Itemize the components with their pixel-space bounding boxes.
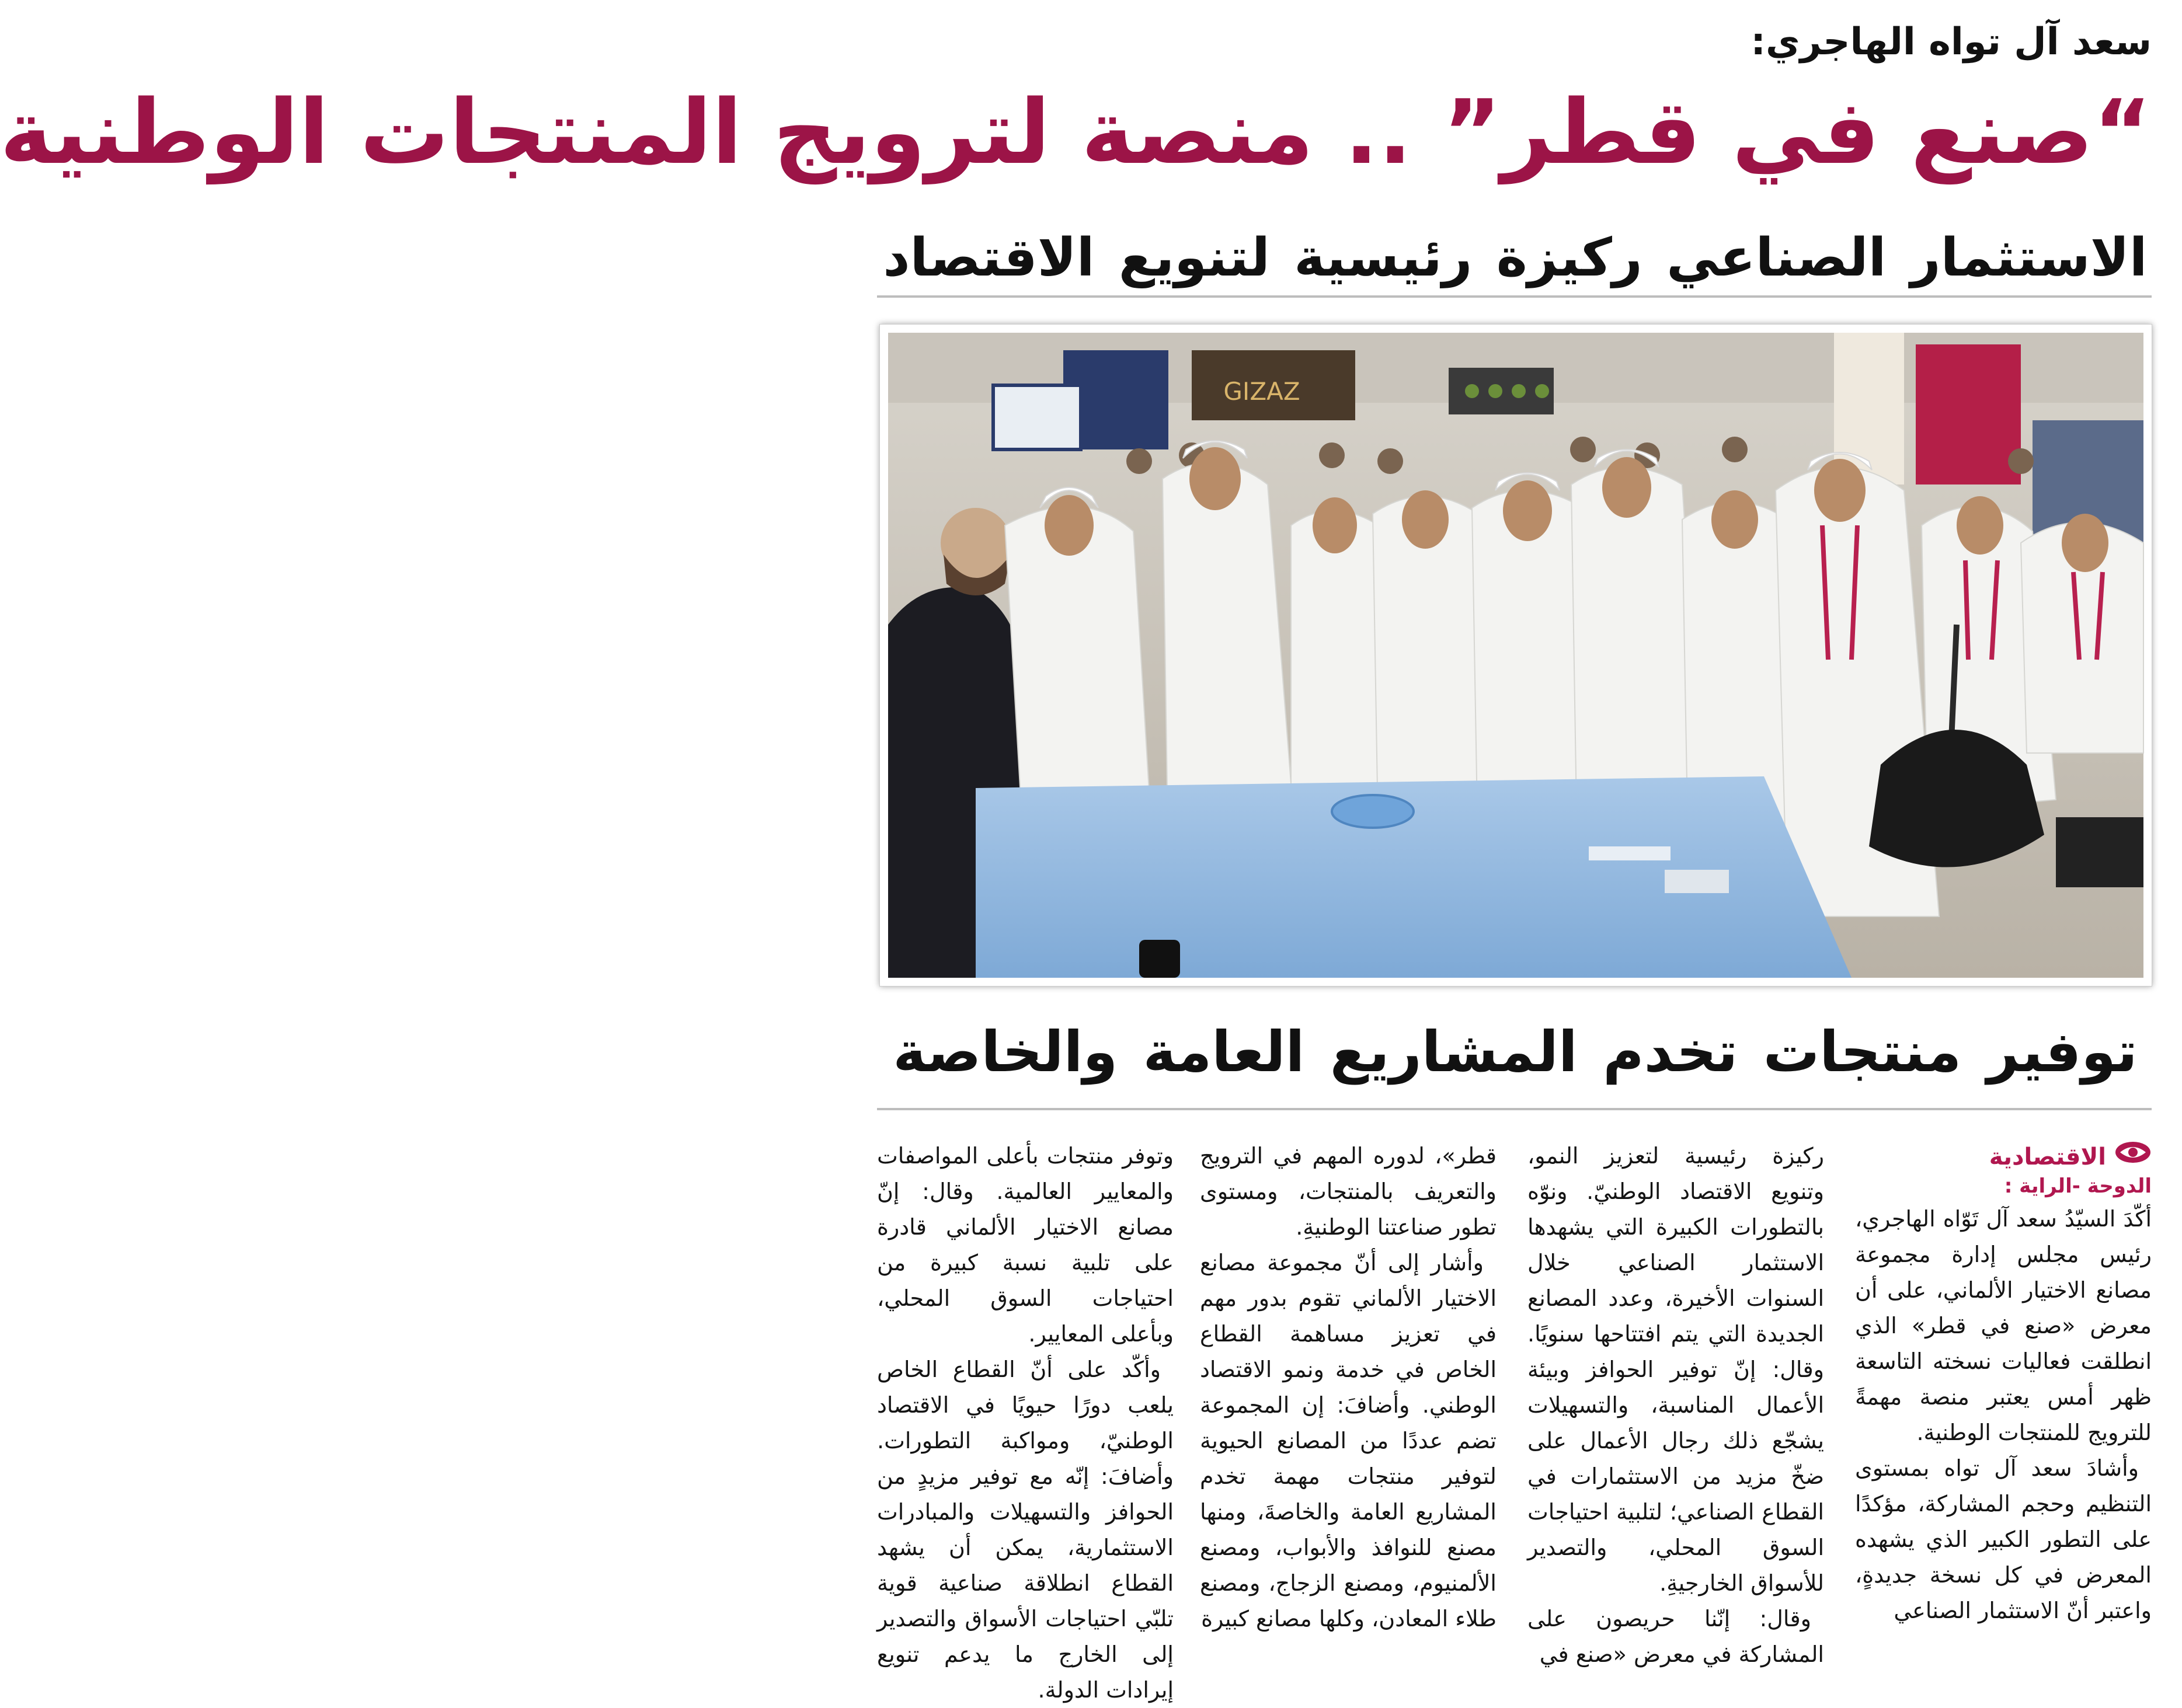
paragraph: وأشار إلى أنّ مجموعة مصانع الاختيار الألماني تقوم بدور مهم في تعزيز مساهمة القطاع الخاص في خدمة ونمو الاقتصاد الوطني. وأضافَ: إن المجموعة تضم عددًا من المصانع الحيوية لتوفير منتجات مهمة تخدم المشاريع العامة والخاصةَ، ومنها مصنع للنوافذ والأبواب، ومصنع الألمنيوم، ومصنع الزجاج، ومصنع طلاء المعادن، وكلها مصانع كبيرة <box>1200 1250 1497 1632</box>
section-label: الاقتصادية <box>1989 1144 2106 1170</box>
paragraph: أكّدَ السيّدُ سعد آل تَوّاه الهاجري، رئيس مجلس إدارة مجموعة مصانع الاختيار الألماني، على أن معرض «صنع في قطر» الذي انطلقت فعاليات نسخته التاسعة ظهر أمس يعتبر منصة مهمةً للترويج للمنتجات الوطنية. <box>1855 1206 2152 1445</box>
column-body <box>1855 1201 2152 1629</box>
paragraph: وتوفر منتجات بأعلى المواصفات والمعايير العالمية. وقال: إنّ مصانع الاختيار الألماني قادرة على تلبية نسبة كبيرة من احتياجات السوق المحلي، وبأعلى المعايير. <box>877 1143 1174 1347</box>
section-subheadline: توفير منتجات تخدم المشاريع العامة والخاصة <box>893 1019 2138 1085</box>
paragraph: وأكّد على أنّ القطاع الخاص يلعب دورًا حيويًا في الاقتصاد الوطنيّ، ومواكبة التطورات. وأضافَ: إنّه مع توفير مزيدٍ من الحوافز والتسهيلات والمبادرات الاستثمارية، يمكن أن يشهد القطاع انطلاقة صناعية قوية تلبّي احتياجات الأسواق والتصدير إلى الخارج ما يدعم تنويع إيرادات الدولة. <box>877 1357 1174 1703</box>
article-column-1 <box>1855 1138 2152 1623</box>
article-column-3 <box>1200 1138 1497 1632</box>
paragraph: وأشادَ سعد آل تواه بمستوى التنظيم وحجم المشاركة، مؤكدًا على التطور الكبير الذي يشهده المعرض في كل نسخة جديدةٍ، واعتبر أنّ الاستثمار الصناعي <box>1855 1455 2152 1623</box>
booth-sign: GIZAZ <box>1223 377 1300 406</box>
news-photo <box>888 333 2143 978</box>
paragraph: ركيزة رئيسية لتعزيز النمو، وتنويع الاقتصاد الوطنيّ. ونوّه بالتطورات الكبيرة التي يشهدها الاستثمار الصناعي خلال السنوات الأخيرة، وعدد المصانع الجديدة التي يتم افتتاحها سنويًا. وقال: إنّ توفير الحوافز وبيئة الأعمال المناسبة، والتسهيلات يشجّع ذلك رجال الأعمال على ضخّ مزيد من الاستثمارات في القطاع الصناعي؛ لتلبية احتياجات السوق المحلي، والتصدير للأسواق الخارجيةِ. <box>1527 1143 1824 1596</box>
article-kicker: سعد آل تواه الهاجري: <box>1751 20 2152 64</box>
article-column-4 <box>877 1138 1174 1703</box>
paragraph: وقال: إنّنا حريصون على المشاركة في معرض «صنع في <box>1527 1606 1824 1667</box>
photo-frame <box>879 324 2152 987</box>
article-subheadline: الاستثمار الصناعي ركيزة رئيسية لتنويع الاقتصاد <box>883 227 2148 288</box>
article-column-2 <box>1527 1138 1824 1667</box>
article-headline: “صنع في قطر” .. منصة لترويج المنتجات الوطنية <box>0 81 2152 184</box>
dateline: الدوحة -الراية : <box>2004 1174 2152 1198</box>
divider-rule-2 <box>877 1108 2152 1110</box>
section-logo-icon <box>2114 1139 2152 1165</box>
section-header <box>1855 1138 2152 1198</box>
paragraph: قطر»، لدوره المهم في الترويج والتعريف بالمنتجات، ومستوى تطور صناعتنا الوطنيةِ. <box>1200 1143 1497 1240</box>
divider-rule <box>877 295 2152 298</box>
